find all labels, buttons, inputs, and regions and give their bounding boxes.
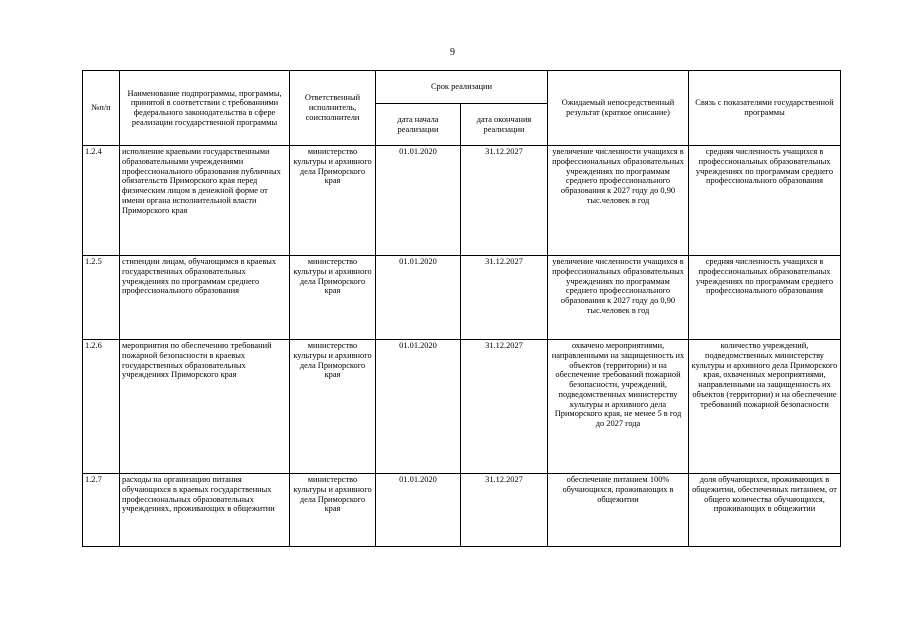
row-name: стипендии лицам, обучающимся в краевых государственных образовательных учреждениях по программам среднего профессионального образования — [120, 256, 290, 340]
row-end: 31.12.2027 — [461, 474, 548, 547]
row-name: исполнение краевыми государственными образовательными учреждениями профессионального образования публичных обязательств Приморского края перед физическим лицом в денежной форме от имени органа исполнительной власти Приморского края — [120, 146, 290, 256]
header-name: Наименование подпрограммы, программы, принятой в соответствии с требованиями федерального законодательства в сфере реализации государственной программы — [120, 71, 290, 146]
row-name: расходы на организацию питания обучающихся в краевых государственных профессиональных образовательных учреждениях, проживающих в общежитии — [120, 474, 290, 547]
row-end: 31.12.2027 — [461, 340, 548, 474]
header-num: №п/п — [83, 71, 120, 146]
row-link: средняя численность учащихся в профессиональных образовательных учреждениях по программам среднего профессионального образования — [689, 256, 841, 340]
row-start: 01.01.2020 — [376, 256, 461, 340]
row-result: увеличение численности учащихся в профессиональных образовательных учреждениях по программам среднего профессионального образования к 2027 году до 0,90 тыс.человек в год — [548, 146, 689, 256]
row-start: 01.01.2020 — [376, 474, 461, 547]
row-responsible: министерство культуры и архивного дела Приморского края — [290, 340, 376, 474]
header-responsible: Ответственный исполнитель, соисполнители — [290, 71, 376, 146]
row-responsible: министерство культуры и архивного дела Приморского края — [290, 146, 376, 256]
row-link: средняя численность учащихся в профессиональных образовательных учреждениях по программам среднего профессионального образования — [689, 146, 841, 256]
row-end: 31.12.2027 — [461, 146, 548, 256]
row-result: обеспечение питанием 100% обучающихся, проживающих в общежитии — [548, 474, 689, 547]
table-row — [83, 256, 841, 340]
row-link: количество учреждений, подведомственных министерству культуры и архивного дела Приморского края, охваченных мероприятиями, направленными на защищенность их объектов (территории) и на обеспечение требований пожарной безопасности — [689, 340, 841, 474]
header-result: Ожидаемый непосредственный результат (краткое описание) — [548, 71, 689, 146]
table-row — [83, 474, 841, 547]
header-term: Срок реализации — [376, 71, 548, 104]
header-start: дата начала реализации — [376, 104, 461, 146]
row-start: 01.01.2020 — [376, 340, 461, 474]
row-responsible: министерство культуры и архивного дела Приморского края — [290, 474, 376, 547]
row-num: 1.2.4 — [83, 146, 120, 256]
row-num: 1.2.5 — [83, 256, 120, 340]
header-end: дата окончания реализации — [461, 104, 548, 146]
header-link: Связь с показателями государственной программы — [689, 71, 841, 146]
table-row — [83, 146, 841, 256]
row-result: увеличение численности учащихся в профессиональных образовательных учреждениях по программам среднего профессионального образования к 2027 году до 0,90 тыс.человек в год — [548, 256, 689, 340]
row-link: доля обучающихся, проживающих в общежитии, обеспеченных питанием, от общего количества обучающихся, проживающих в общежитии — [689, 474, 841, 547]
row-result: охвачено мероприятиями, направленными на защищенность их объектов (территории) и на обеспечение требований пожарной безопасности, учреждений, подведомственных министерству культуры и архивного дела Приморского края, не менее 5 в год до 2027 года — [548, 340, 689, 474]
row-start: 01.01.2020 — [376, 146, 461, 256]
page-number: 9 — [450, 47, 455, 58]
row-num: 1.2.7 — [83, 474, 120, 547]
row-end: 31.12.2027 — [461, 256, 548, 340]
row-num: 1.2.6 — [83, 340, 120, 474]
program-table — [82, 70, 841, 547]
table-header-row — [83, 71, 841, 104]
table-row — [83, 340, 841, 474]
row-name: мероприятия по обеспечению требований пожарной безопасности в краевых государственных образовательных учреждениях Приморского края — [120, 340, 290, 474]
row-responsible: министерство культуры и архивного дела Приморского края — [290, 256, 376, 340]
